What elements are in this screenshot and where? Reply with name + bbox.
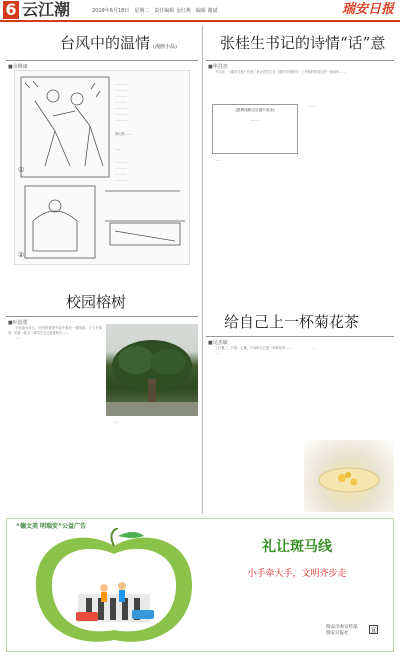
article2-paragraph: 不久前，《瑞安日报》刊登了章正君先生在《瑞安市场报告》上刊发的张桂生的一组诗作…… — [215, 70, 346, 74]
ad-credit-line: 瑞安日报社 — [326, 631, 349, 636]
article-title-tea: 给自己上一杯菊花茶 — [224, 313, 360, 331]
section-rule — [206, 336, 394, 337]
svg-text:…………: ………… — [115, 112, 127, 116]
article2-paragraph: …… — [215, 158, 222, 162]
ad-title: 礼让斑马线 — [262, 539, 332, 555]
article2-paragraph: …… — [309, 104, 316, 108]
svg-text:…………: ………… — [115, 82, 127, 86]
page-number: 6 — [3, 1, 19, 19]
svg-text:…………: ………… — [115, 118, 127, 122]
article3-body-col2 — [106, 420, 198, 512]
poem-title: [胜利南路过后漫兴成诗] — [235, 108, 275, 112]
article3-paragraph: 不知道为什么，所有的校园中似乎都有一棵榕树。它立在那里，陪着一届又一届学生走过春夏秋冬…… — [8, 326, 102, 335]
poem-text: ……… — [250, 118, 260, 122]
svg-text:…………: ………… — [115, 166, 127, 170]
comic-illustration — [14, 70, 190, 265]
article2-author: ■华昌杰 — [208, 64, 228, 70]
column-divider — [202, 26, 203, 514]
article2-body-col2 — [302, 104, 394, 308]
article-title-typhoon — [60, 34, 177, 56]
svg-text:…………: ………… — [115, 160, 127, 164]
article-title-poem: 张桂生书记的诗情“话”意 — [220, 34, 386, 52]
section-title: 云江潮 — [22, 0, 71, 19]
article2-body-col1 — [208, 158, 298, 308]
article4-author: ■吴杰敏 — [208, 340, 228, 346]
section-rule — [6, 316, 198, 317]
banyan-tree-photo — [106, 324, 198, 416]
article3-paragraph: …… — [15, 336, 22, 340]
article4-body-col2 — [304, 346, 394, 436]
article1-title-text: 台风中的温情 — [60, 34, 151, 52]
svg-text:…………: ………… — [115, 172, 127, 176]
comic-panel-2-label: ② — [18, 251, 25, 259]
ad-stamp: 宣 — [370, 627, 377, 634]
comic-drawing — [15, 71, 190, 265]
ad-header: “德文美 明瑞安”公益广告 — [16, 523, 86, 530]
article3-author: ■叶蓓蕾 — [8, 320, 28, 326]
comic-caption-bottom: …… — [115, 147, 122, 151]
article4-body-col1 — [208, 346, 300, 512]
tree-drawing — [106, 324, 198, 416]
svg-text:…………: ………… — [115, 178, 127, 182]
comic-panel-1-label: ① — [18, 166, 25, 174]
article1-subtitle: (漫画小品) — [153, 44, 177, 50]
comic-caption-top: 我们都…… — [115, 132, 131, 136]
apple-drawing — [14, 528, 214, 650]
newspaper-name: 瑞安日报 — [341, 2, 394, 17]
article-title-banyan: 校园榕树 — [66, 293, 127, 311]
article4-paragraph: 工作累了，口渴，心累，不如给自己泡一杯菊花茶…… — [215, 346, 292, 350]
tea-cup-drawing — [304, 440, 394, 512]
poem-box — [212, 104, 298, 154]
apple-illustration — [14, 528, 214, 650]
ad-credit — [326, 625, 358, 637]
article3-body-col1 — [8, 326, 102, 512]
ad-credit-line: 瑞安市委宣传部 — [326, 625, 358, 630]
article4-paragraph: …… — [311, 346, 318, 350]
section-rule — [6, 60, 198, 61]
svg-text:…………: ………… — [115, 88, 127, 92]
svg-text:…………: ………… — [115, 94, 127, 98]
svg-text:…………: ………… — [115, 100, 127, 104]
svg-text:…………: ………… — [115, 106, 127, 110]
article3-paragraph: …… — [113, 420, 120, 424]
section-rule — [206, 60, 394, 61]
issue-meta: 2019年6月18日 星期二 责任编辑 金红燕 编辑 谢斌 — [92, 8, 218, 14]
chrysanthemum-tea-photo — [304, 440, 394, 512]
article4-paragraph: …… — [215, 351, 222, 355]
article1-author: ■余继康 — [8, 64, 28, 70]
ad-slogan: 小手牵大手，文明齐步走 — [247, 569, 347, 579]
